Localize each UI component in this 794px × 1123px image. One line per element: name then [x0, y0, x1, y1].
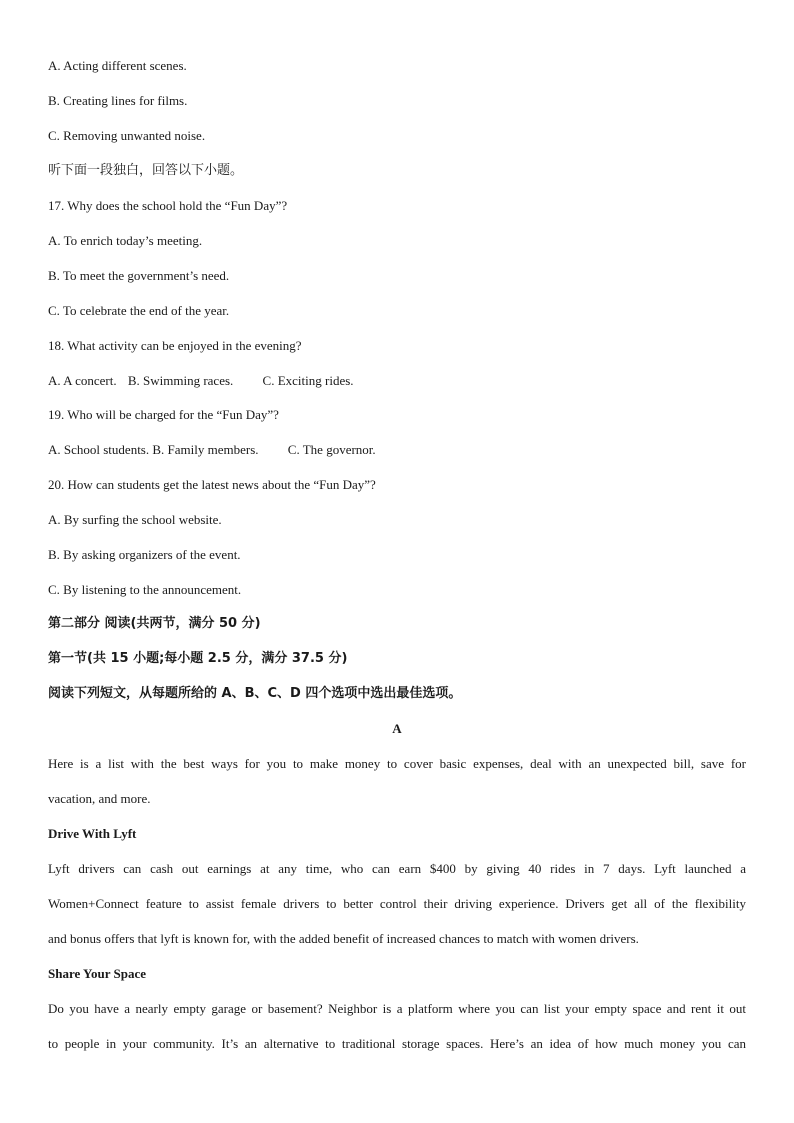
section1-heading: 第一节(共 15 小题;每小题 2.5 分，满分 37.5 分): [48, 651, 348, 666]
intro-line-2: vacation, and more.: [48, 791, 151, 806]
q18-option-a: A. A concert.: [48, 373, 117, 388]
q18-option-c: C. Exciting rides.: [262, 373, 354, 388]
q17-option-a: A. To enrich today’s meeting.: [48, 233, 203, 248]
q20-option-c: C. By listening to the announcement.: [48, 582, 242, 597]
q17-option-c: C. To celebrate the end of the year.: [48, 303, 230, 318]
space-heading: Share Your Space: [48, 966, 146, 981]
lyft-line-3: and bonus offers that lyft is known for, with the added benefit of increased chances to match with women drivers.: [48, 931, 639, 946]
q19-option-b: B. Family members.: [152, 442, 259, 457]
intro-line-1: Here is a list with the best ways for you to make money to cover basic expenses, deal with an unexpected bill, save for: [48, 756, 746, 771]
part2-heading: 第二部分 阅读(共两节，满分 50 分): [48, 616, 261, 631]
space-line-1: Do you have a nearly empty garage or basement? Neighbor is a platform where you can list your empty space and rent it out: [48, 1001, 746, 1016]
q19-options: [48, 441, 376, 459]
monologue-instruction: 听下面一段独白，回答以下小题。: [48, 163, 244, 178]
lyft-line-1: Lyft drivers can cash out earnings at any time, who can earn $400 by giving 40 rides in 7 days. Lyft launched a: [48, 861, 746, 876]
q17-question: 17. Why does the school hold the “Fun Day”?: [48, 198, 288, 213]
q20-option-a: A. By surfing the school website.: [48, 512, 222, 527]
q20-option-b: B. By asking organizers of the event.: [48, 547, 241, 562]
space-line-2: to people in your community. It’s an alternative to traditional storage spaces. Here’s an idea of how much money you can: [48, 1036, 746, 1051]
lyft-line-2: Women+Connect feature to assist female drivers to better control their driving experience. Drivers get all of the flexibility: [48, 896, 746, 911]
passage-label: A: [392, 721, 402, 736]
q19-question: 19. Who will be charged for the “Fun Day”?: [48, 407, 279, 422]
reading-instruction: 阅读下列短文，从每题所给的 A、B、C、D 四个选项中选出最佳选项。: [48, 686, 462, 701]
lyft-heading: Drive With Lyft: [48, 826, 137, 841]
q18-option-b: B. Swimming races.: [127, 373, 234, 388]
q19-option-c: C. The governor.: [287, 442, 376, 457]
q16-option-b: B. Creating lines for films.: [48, 93, 188, 108]
q18-options: [48, 372, 354, 390]
q17-option-b: B. To meet the government’s need.: [48, 268, 230, 283]
q18-question: 18. What activity can be enjoyed in the evening?: [48, 338, 302, 353]
q16-option-c: C. Removing unwanted noise.: [48, 128, 206, 143]
q16-option-a: A. Acting different scenes.: [48, 58, 187, 73]
q20-question: 20. How can students get the latest news about the “Fun Day”?: [48, 477, 376, 492]
q19-option-a: A. School students.: [48, 442, 150, 457]
